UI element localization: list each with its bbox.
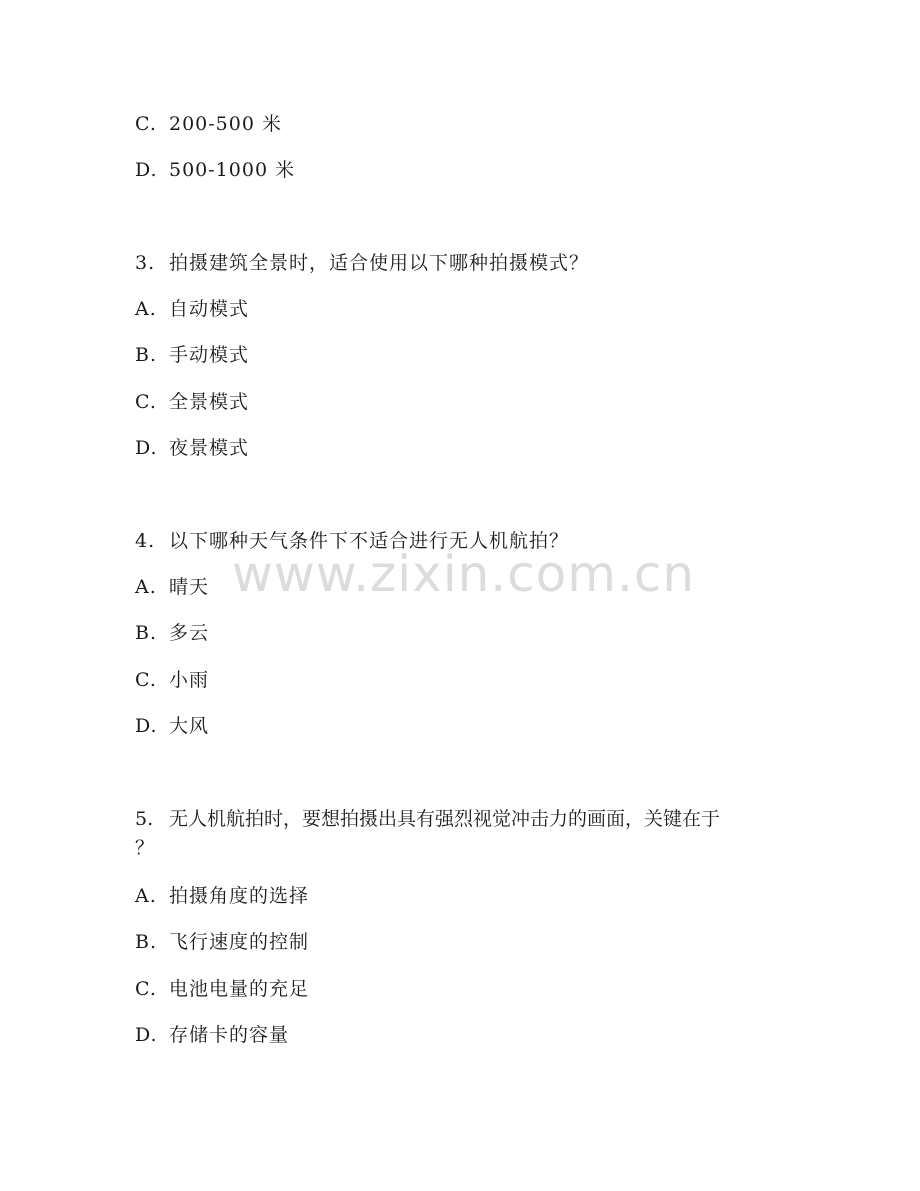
question-3 xyxy=(135,251,589,275)
question-text: 无人机航拍时，要想拍摄出具有强烈视觉冲击力的画面，关键在于 xyxy=(169,808,721,830)
option-label: D. xyxy=(135,715,158,737)
question-number: 4. xyxy=(135,530,156,552)
option-text: 自动模式 xyxy=(169,298,250,320)
option-label: D. xyxy=(135,159,158,181)
option-text: 小雨 xyxy=(169,669,210,691)
option-label: A. xyxy=(135,576,157,598)
option-text: 拍摄角度的选择 xyxy=(169,885,310,907)
option-label: B. xyxy=(135,344,158,366)
option-label: D. xyxy=(135,1024,158,1046)
option-text: 夜景模式 xyxy=(169,437,250,459)
option-label: B. xyxy=(135,622,158,644)
option-text: 飞行速度的控制 xyxy=(169,931,310,953)
option-text: 晴天 xyxy=(169,576,210,598)
option-q2-c xyxy=(135,112,282,136)
option-text: 电池电量的充足 xyxy=(169,978,310,1000)
option-text: 大风 xyxy=(169,715,210,737)
option-q4-c xyxy=(135,668,209,692)
option-label: D. xyxy=(135,437,158,459)
question-number: 3. xyxy=(135,252,156,274)
option-label: C. xyxy=(135,113,157,135)
question-4 xyxy=(135,529,569,553)
option-q3-b xyxy=(135,343,249,367)
option-label: C. xyxy=(135,978,157,1000)
option-q3-a xyxy=(135,297,249,321)
option-text: 200-500 米 xyxy=(169,113,282,135)
option-text: 500-1000 米 xyxy=(169,159,296,181)
option-text: 多云 xyxy=(169,622,210,644)
option-q3-c xyxy=(135,390,249,414)
option-text: 全景模式 xyxy=(169,391,250,413)
question-text: 以下哪种天气条件下不适合进行无人机航拍？ xyxy=(169,530,570,552)
option-label: C. xyxy=(135,669,157,691)
question-text-continuation: ？ xyxy=(135,837,155,859)
option-label: C. xyxy=(135,391,157,413)
watermark: www.zixin.com.cn xyxy=(232,545,696,603)
option-label: A. xyxy=(135,885,157,907)
question-5 xyxy=(135,807,785,859)
question-number: 5. xyxy=(135,808,154,830)
option-q2-d xyxy=(135,158,295,182)
option-q5-c xyxy=(135,977,309,1001)
option-q5-b xyxy=(135,930,309,954)
option-label: A. xyxy=(135,298,157,320)
option-text: 存储卡的容量 xyxy=(169,1024,290,1046)
option-q4-d xyxy=(135,714,209,738)
option-q5-d xyxy=(135,1023,289,1047)
option-text: 手动模式 xyxy=(169,344,250,366)
option-label: B. xyxy=(135,931,158,953)
question-text: 拍摄建筑全景时，适合使用以下哪种拍摄模式？ xyxy=(169,252,590,274)
option-q4-b xyxy=(135,621,209,645)
option-q4-a xyxy=(135,575,209,599)
option-q3-d xyxy=(135,436,249,460)
option-q5-a xyxy=(135,884,309,908)
